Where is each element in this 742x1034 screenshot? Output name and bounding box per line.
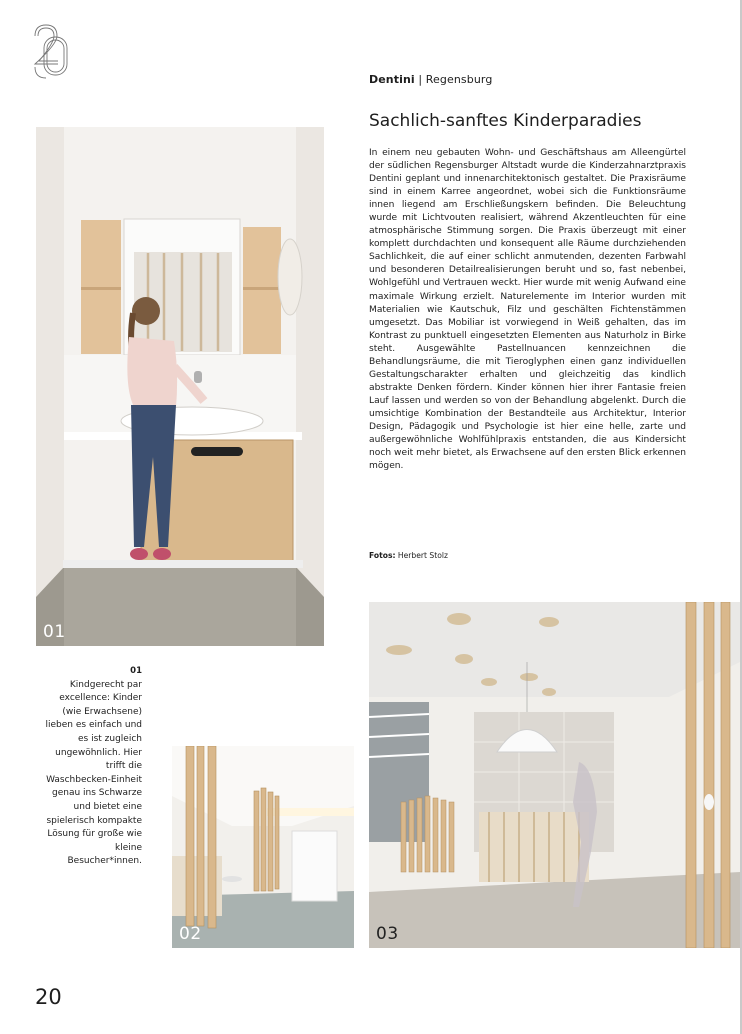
photo-03-reception: [369, 602, 740, 948]
caption-text: Kindgerecht par excellence: Kinder (wie Erwachsene) lieben es einfach und es ist zugleich ungewöhnlich. Hier trifft die Waschbecken-Einheit genau ins Schwarze und bietet eine spielerisch kompakte Lösung für große wie kleine Besucher*innen.: [45, 679, 142, 867]
page-number: 20: [35, 985, 62, 1009]
credit-name: Herbert Stolz: [397, 551, 448, 560]
photo-number: 01: [43, 622, 66, 642]
photo-number: 03: [376, 924, 399, 944]
photo-01-washbasin: [36, 127, 324, 646]
article-title: Sachlich-sanftes Kinderparadies: [369, 111, 642, 131]
photo-number: 02: [179, 924, 202, 944]
photo-02-corridor: [172, 746, 354, 948]
photo-credit: [369, 551, 448, 560]
practice-location: Regensburg: [425, 73, 493, 86]
credit-label: Fotos:: [369, 551, 396, 560]
caption-number: 01: [130, 666, 142, 676]
practice-name: Dentini: [369, 73, 415, 86]
article-kicker: [369, 73, 492, 86]
photo-caption: [44, 665, 142, 869]
kicker-separator: |: [414, 73, 426, 86]
article-body: In einem neu gebauten Wohn- und Geschäftshaus am Alleengürtel der südlichen Regensburger Altstadt wurde die Kinderzahnarztpraxis Dentini geplant und innenarchitektonisch gestaltet. Die Praxisräume sind in einem Karree angeordnet, wobei sich die Funktionsräume innen liegend am Erschließungskern befinden. Die Beleuchtung wurde mit Lichtvouten realisiert, während Akzentleuchten für eine atmosphärische Stimmung sorgen. Die Praxis überzeugt mit einer komplett durchdachten und konsequent alle Räume durchziehenden Sachlichkeit, die auf einer schlicht anmutenden, dezenten Farbwahl und besonderen Detailrealisierungen beruht und so, fast nebenbei, Wohlgefühl und Vertrauen weckt. Hier wurde mit wenig Aufwand eine maximale Wirkung erzielt. Naturelemente im Interior wurden mit Materialien wie Kautschuk, Filz und geschälten Fichtenstämmen umgesetzt. Das Mobiliar ist vorwiegend in Weiß gehalten, das im Kontrast zu punktuell eingesetzten Elementen aus Naturholz in Birke steht. Ausgewählte Pastellnuancen kennzeichnen die Behandlungsräume, die mit Tieroglyphen einen ganz individuellen Gestaltungscharakter erhalten und gleichzeitig das kindlich abstrakte Denken fördern. Kinder können hier ihrer Fantasie freien Lauf lassen und werden so von der Behandlung abgelenkt. Durch die umsichtige Kombination der Bestandteile aus Architektur, Interior Design, Pädagogik und Psychologie ist hier eine helle, zarte und außergewöhnliche Wohlfühlpraxis entstanden, die aus Kindersicht noch weit mehr bietet, als Erwachsene auf den ersten Blick erkennen mögen.: [369, 148, 686, 472]
year-20-outline-logo: [32, 22, 70, 80]
